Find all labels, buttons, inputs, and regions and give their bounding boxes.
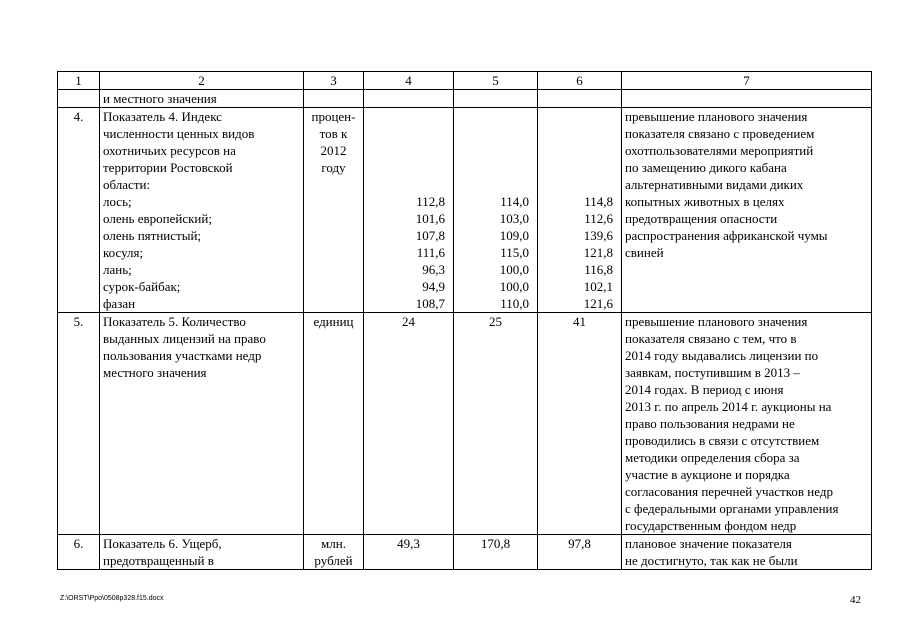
- row-number: 4.: [58, 108, 100, 313]
- cell-c6: [538, 90, 622, 108]
- cell-c5: [454, 90, 538, 108]
- note-cell: превышение планового значения показателя связано с тем, что в 2014 году выдавались лицензии по заявкам, поступившим в 2013 – 2014 годах. В период с июня 2013 г. по апрель 2014 г. аукционы на право пользования недрами не проводились в связи с отсутствием методики определения сбора за участие в аукционе и порядка согласования перечней участков недр с федеральными органами управления государственным фондом недр: [622, 313, 872, 535]
- page-number: 42: [850, 594, 861, 606]
- table-row-6: [58, 535, 872, 570]
- indicator-description: Показатель 6. Ущерб, предотвращенный в: [100, 535, 304, 570]
- unit-cell: процен- тов к 2012 году: [304, 108, 364, 313]
- indicator-description: Показатель 5. Количество выданных лицензий на право пользования участками недр местного значения: [100, 313, 304, 535]
- value-cell-col4: 24: [364, 313, 454, 535]
- value-cell-col5: 25: [454, 313, 538, 535]
- row-number: 5.: [58, 313, 100, 535]
- value-cell-col6: 97,8: [538, 535, 622, 570]
- cell-unit: [304, 90, 364, 108]
- row-number: 6.: [58, 535, 100, 570]
- file-path: Z:\ORST\Ppo\0508p328.f15.docx: [60, 595, 164, 602]
- header-row: [58, 72, 872, 90]
- header-cell: 2: [100, 72, 304, 90]
- value-cell-col5: 170,8: [454, 535, 538, 570]
- header-cell: 7: [622, 72, 872, 90]
- value-cell-col5: 114,0 103,0 109,0 115,0 100,0 100,0 110,0: [454, 108, 538, 313]
- header-cell: 3: [304, 72, 364, 90]
- value-cell-col6: 41: [538, 313, 622, 535]
- cell-c4: [364, 90, 454, 108]
- value-cell-col6: 114,8 112,6 139,6 121,8 116,8 102,1 121,6: [538, 108, 622, 313]
- cell-desc: и местного значения: [100, 90, 304, 108]
- note-cell: плановое значение показателя не достигнуто, так как не были: [622, 535, 872, 570]
- header-cell: 5: [454, 72, 538, 90]
- unit-cell: единиц: [304, 313, 364, 535]
- unit-cell: млн. рублей: [304, 535, 364, 570]
- value-cell-col4: 112,8 101,6 107,8 111,6 96,3 94,9 108,7: [364, 108, 454, 313]
- cell-note: [622, 90, 872, 108]
- indicators-table: [57, 71, 872, 570]
- cell-num: [58, 90, 100, 108]
- table-row-4: [58, 108, 872, 313]
- table-row-5: [58, 313, 872, 535]
- value-cell-col4: 49,3: [364, 535, 454, 570]
- header-cell: 1: [58, 72, 100, 90]
- header-cell: 4: [364, 72, 454, 90]
- indicator-description: Показатель 4. Индекс численности ценных видов охотничьих ресурсов на территории Ростовской области: лось; олень европейский; олень пятнистый; косуля; лань; сурок-байбак; фазан: [100, 108, 304, 313]
- note-cell: превышение планового значения показателя связано с проведением охотпользователями мероприятий по замещению дикого кабана альтернативными видами диких копытных животных в целях предотвращения опасности распространения африканской чумы свиней: [622, 108, 872, 313]
- continuation-row: [58, 90, 872, 108]
- header-cell: 6: [538, 72, 622, 90]
